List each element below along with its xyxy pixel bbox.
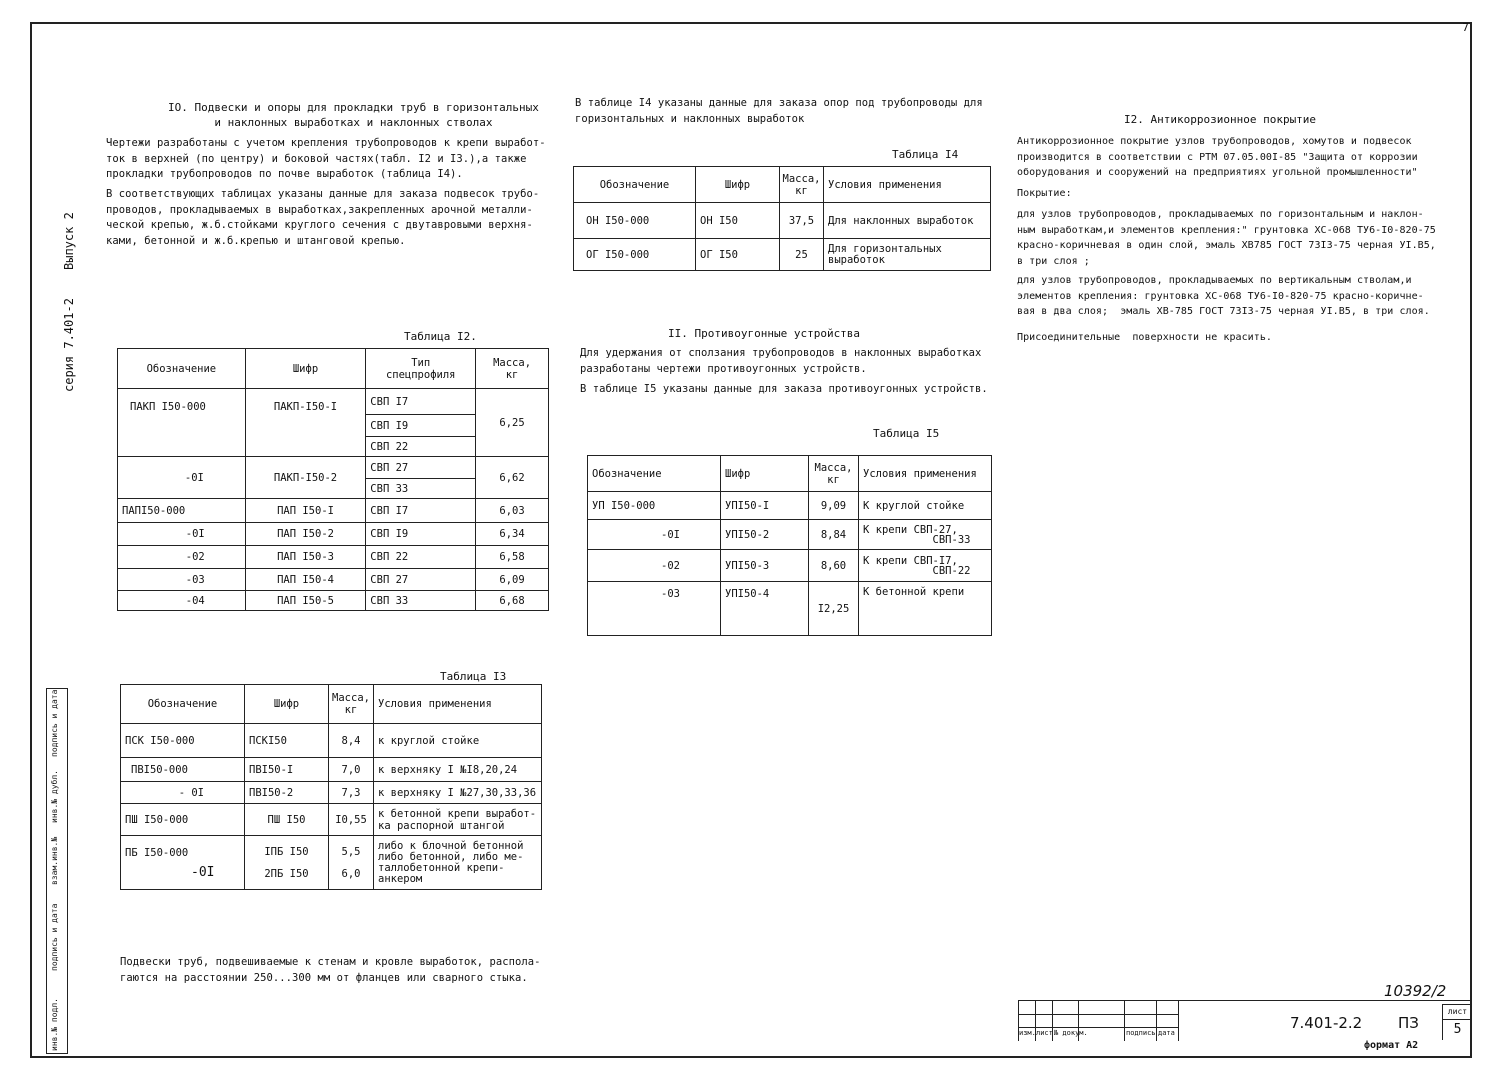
table-cell: К крепи СВП-I7, СВП-22 xyxy=(859,550,992,582)
grid-line xyxy=(1124,1001,1125,1041)
table-cell: УПI50-I xyxy=(721,492,809,520)
table-cell: 6,25 xyxy=(476,389,549,457)
table-cell: ОГ I50 xyxy=(696,239,780,271)
table-cell: СВП 22 xyxy=(366,546,476,569)
table-cell: -0I xyxy=(118,523,246,546)
col-label: № докум. xyxy=(1054,1029,1088,1037)
column-header: Обозначение xyxy=(574,167,696,203)
table-cell: СВП 27 xyxy=(366,457,476,479)
table-cell: УПI50-2 xyxy=(721,520,809,550)
section-12-paragraph-1: Антикоррозионное покрытие узлов трубопроводов, хомутов и подвесок производится в соответствии с РТМ 07.05.00I-85 "Защита от коррозии оборудования и сооружений на предприятиях угольной промышленности" xyxy=(1017,136,1418,178)
grid-line xyxy=(1018,1027,1178,1028)
table-cell: - 0I xyxy=(121,782,245,804)
table-cell-line: 6,0 xyxy=(341,867,361,880)
section-11-paragraph-2: В таблице I5 указаны данные для заказа противоугонных устройств. xyxy=(580,383,988,395)
table-13-caption: Таблица I3 xyxy=(440,670,507,683)
table-cell: к круглой стойке xyxy=(374,724,542,758)
table-12-caption: Таблица I2. xyxy=(404,330,477,343)
sheet-label: лист xyxy=(1443,1005,1472,1020)
strip-label: инв.№ подл. xyxy=(50,998,59,1051)
table-cell: ПАП I50-I xyxy=(245,499,366,523)
table-cell: УПI50-4 xyxy=(721,582,809,636)
table-cell: ПАКП-I50-I xyxy=(245,389,366,457)
column-header: Шифр xyxy=(245,685,329,724)
table-cell-line: 2ПБ I50 xyxy=(264,867,309,880)
table-cell: -02 xyxy=(118,546,246,569)
table-cell: ПСК I50-000 xyxy=(121,724,245,758)
table-15 xyxy=(587,455,992,636)
strip-label: подпись и дата xyxy=(50,903,59,971)
left-approval-strip xyxy=(46,688,68,1054)
col-label: подпись xyxy=(1126,1029,1156,1037)
table-cell: ОН I50-000 xyxy=(574,203,696,239)
column-header: Шифр xyxy=(721,456,809,492)
inventory-number: 10392/2 xyxy=(1384,982,1447,1000)
column-header: Условия применения xyxy=(374,685,542,724)
section-12-paragraph-3: для узлов трубопроводов, прокладываемых по горизонтальным и наклон- ным выработкам,и элементов крепления:" грунтовка ХС-068 ТУ6-I0-820-75 красно-коричневая в один слой, эмаль ХВ785 ГОСТ 73I3-75 черная УI.В5, в три слоя ; xyxy=(1017,209,1436,267)
table-cell: -03 xyxy=(588,582,721,636)
table-cell: ПШ I50 xyxy=(245,804,329,836)
table-cell-line: 5,5 xyxy=(341,845,361,858)
table-14 xyxy=(573,166,991,271)
table-cell: 8,4 xyxy=(329,724,374,758)
table-cell: ПАП I50-3 xyxy=(245,546,366,569)
table-14-caption: Таблица I4 xyxy=(892,148,959,161)
table-cell: Для горизонтальных выработок xyxy=(824,239,991,271)
table-cell: I0,55 xyxy=(329,804,374,836)
table-cell: ПАПI50-000 xyxy=(118,499,246,523)
table-cell: СВП 33 xyxy=(366,479,476,499)
table-cell: 6,58 xyxy=(476,546,549,569)
table-cell: ПВI50-I xyxy=(245,758,329,782)
grid-line xyxy=(1156,1001,1157,1041)
table-cell xyxy=(245,836,329,890)
table-cell: либо к блочной бетонной либо бетонной, либо ме- таллобетонной крепи- анкером xyxy=(374,836,542,890)
table-cell: ПШ I50-000 xyxy=(121,804,245,836)
table-cell: -02 xyxy=(588,550,721,582)
column-header: Масса, кг xyxy=(809,456,859,492)
table-14-intro: В таблице I4 указаны данные для заказа опор под трубопроводы для горизонтальных и наклонных выработок xyxy=(575,97,983,125)
table-cell: К бетонной крепи xyxy=(859,582,992,636)
table-cell: ПСКI50 xyxy=(245,724,329,758)
table-cell: СВП 22 xyxy=(366,437,476,457)
table-15-caption: Таблица I5 xyxy=(873,427,940,440)
column-header: Тип спецпрофиля xyxy=(366,349,476,389)
sheet-box xyxy=(1442,1004,1472,1040)
table-cell: 6,68 xyxy=(476,591,549,611)
table-cell: СВП I9 xyxy=(366,415,476,437)
section-12-paragraph-2: Покрытие: xyxy=(1017,188,1072,199)
table-cell: 6,03 xyxy=(476,499,549,523)
column-header: Масса, кг xyxy=(329,685,374,724)
table-cell: УП I50-000 xyxy=(588,492,721,520)
table-cell: ПАКП-I50-2 xyxy=(245,457,366,499)
column-header: Обозначение xyxy=(121,685,245,724)
table-cell-line: -0I xyxy=(191,864,215,880)
table-cell: СВП I9 xyxy=(366,523,476,546)
table-cell: к верхняку I №I8,20,24 xyxy=(374,758,542,782)
table-cell: -03 xyxy=(118,569,246,591)
column-header: Масса, кг xyxy=(476,349,549,389)
section-11-paragraph-1: Для удержания от сползания трубопроводов в наклонных выработках разработаны чертежи противоугонных устройств. xyxy=(580,347,982,375)
table-cell: Для наклонных выработок xyxy=(824,203,991,239)
table-cell: ПВI50-2 xyxy=(245,782,329,804)
strip-label: взам.инв.№ xyxy=(50,836,59,885)
table-cell: ПАП I50-4 xyxy=(245,569,366,591)
page-number: 7 xyxy=(1462,21,1469,34)
table-cell: 6,34 xyxy=(476,523,549,546)
table-cell: УПI50-3 xyxy=(721,550,809,582)
title-block xyxy=(1018,1000,1472,1040)
table-cell: СВП I7 xyxy=(366,389,476,415)
table-cell xyxy=(329,836,374,890)
strip-label: подпись и дата xyxy=(50,689,59,757)
col-label: дата xyxy=(1158,1029,1175,1037)
table-cell: 8,60 xyxy=(809,550,859,582)
table-cell: к верхняку I №27,30,33,36 xyxy=(374,782,542,804)
table-cell: ПАП I50-5 xyxy=(245,591,366,611)
table-cell: К круглой стойке xyxy=(859,492,992,520)
column-header: Обозначение xyxy=(588,456,721,492)
table-cell: -0I xyxy=(118,457,246,499)
strip-label: инв.№ дубл. xyxy=(50,770,59,823)
table-cell: I2,25 xyxy=(809,582,859,636)
bottom-note: Подвески труб, подвешиваемые к стенам и кровле выработок, распола- гаются на расстоянии 250...300 мм от фланцев или сварного стыка. xyxy=(120,956,541,984)
column-header: Условия применения xyxy=(824,167,991,203)
table-cell: К крепи СВП-27, СВП-33 xyxy=(859,520,992,550)
doc-code: 7.401-2.2 xyxy=(1290,1014,1363,1032)
table-cell: ПАКП I50-000 xyxy=(118,389,246,457)
table-cell: 25 xyxy=(780,239,824,271)
table-cell: 6,09 xyxy=(476,569,549,591)
table-cell: 7,3 xyxy=(329,782,374,804)
revision-grid xyxy=(1018,1000,1178,1040)
section-10-heading: IO. Подвески и опоры для прокладки труб в горизонтальных и наклонных выработках и наклонных стволах xyxy=(168,101,539,129)
issue-label: Выпуск 2 xyxy=(62,212,76,270)
section-12-paragraph-5: Присоединительные поверхности не красить. xyxy=(1017,332,1272,343)
table-cell: к бетонной крепи выработ- ка распорной штангой xyxy=(374,804,542,836)
format-label: формат А2 xyxy=(1364,1040,1419,1051)
column-header: Обозначение xyxy=(118,349,246,389)
table-cell: ПВI50-000 xyxy=(121,758,245,782)
table-cell: 8,84 xyxy=(809,520,859,550)
table-cell: 37,5 xyxy=(780,203,824,239)
table-cell xyxy=(121,836,245,890)
table-cell: -0I xyxy=(588,520,721,550)
table-cell: ОН I50 xyxy=(696,203,780,239)
column-header: Условия применения xyxy=(859,456,992,492)
table-cell: СВП I7 xyxy=(366,499,476,523)
grid-line xyxy=(1018,1014,1178,1015)
column-header: Шифр xyxy=(245,349,366,389)
section-10-paragraph-2: В соответствующих таблицах указаны данные для заказа подвесок трубо- проводов, прокладываемых в выработках,закрепленных арочной металли- ческой крепью, ж.б.стойками круглого сечения с двутавровыми верхня- ками, бетонной и ж.б.крепью и штанговой крепью. xyxy=(106,188,540,247)
table-cell-line: ПБ I50-000 xyxy=(125,846,189,859)
series-label: серия 7.401-2 xyxy=(62,298,76,392)
table-cell: 9,09 xyxy=(809,492,859,520)
table-cell: ПАП I50-2 xyxy=(245,523,366,546)
table-cell: СВП 33 xyxy=(366,591,476,611)
table-cell: СВП 27 xyxy=(366,569,476,591)
column-header: Масса, кг xyxy=(780,167,824,203)
column-header: Шифр xyxy=(696,167,780,203)
sheet-number: 5 xyxy=(1453,1022,1462,1037)
section-11-heading: II. Противоугонные устройства xyxy=(668,327,861,340)
table-12 xyxy=(117,348,549,611)
section-12-paragraph-4: для узлов трубопроводов, прокладываемых по вертикальным стволам,и элементов крепления: грунтовка ХС-068 ТУ6-I0-820-75 красно-коричне- вая в два слоя; эмаль ХВ-785 ГОСТ 73I3-75 черная УI.В5, в три слоя. xyxy=(1017,275,1430,317)
col-label: изм. xyxy=(1019,1029,1036,1037)
col-label: лист xyxy=(1036,1029,1053,1037)
section-10-paragraph-1: Чертежи разработаны с учетом крепления трубопроводов к крепи выработ- ток в верхней (по центру) и боковой частях(табл. I2 и I3.),а также прокладки трубопроводов по почве выработок (таблица I4). xyxy=(106,137,546,180)
table-cell: -04 xyxy=(118,591,246,611)
table-cell: ОГ I50-000 xyxy=(574,239,696,271)
section-12-heading: I2. Антикоррозионное покрытие xyxy=(1124,113,1317,126)
table-cell-line: IПБ I50 xyxy=(264,845,309,858)
table-cell: 7,0 xyxy=(329,758,374,782)
table-cell: 6,62 xyxy=(476,457,549,499)
table-13 xyxy=(120,684,542,890)
doc-mark: ПЗ xyxy=(1398,1014,1419,1032)
